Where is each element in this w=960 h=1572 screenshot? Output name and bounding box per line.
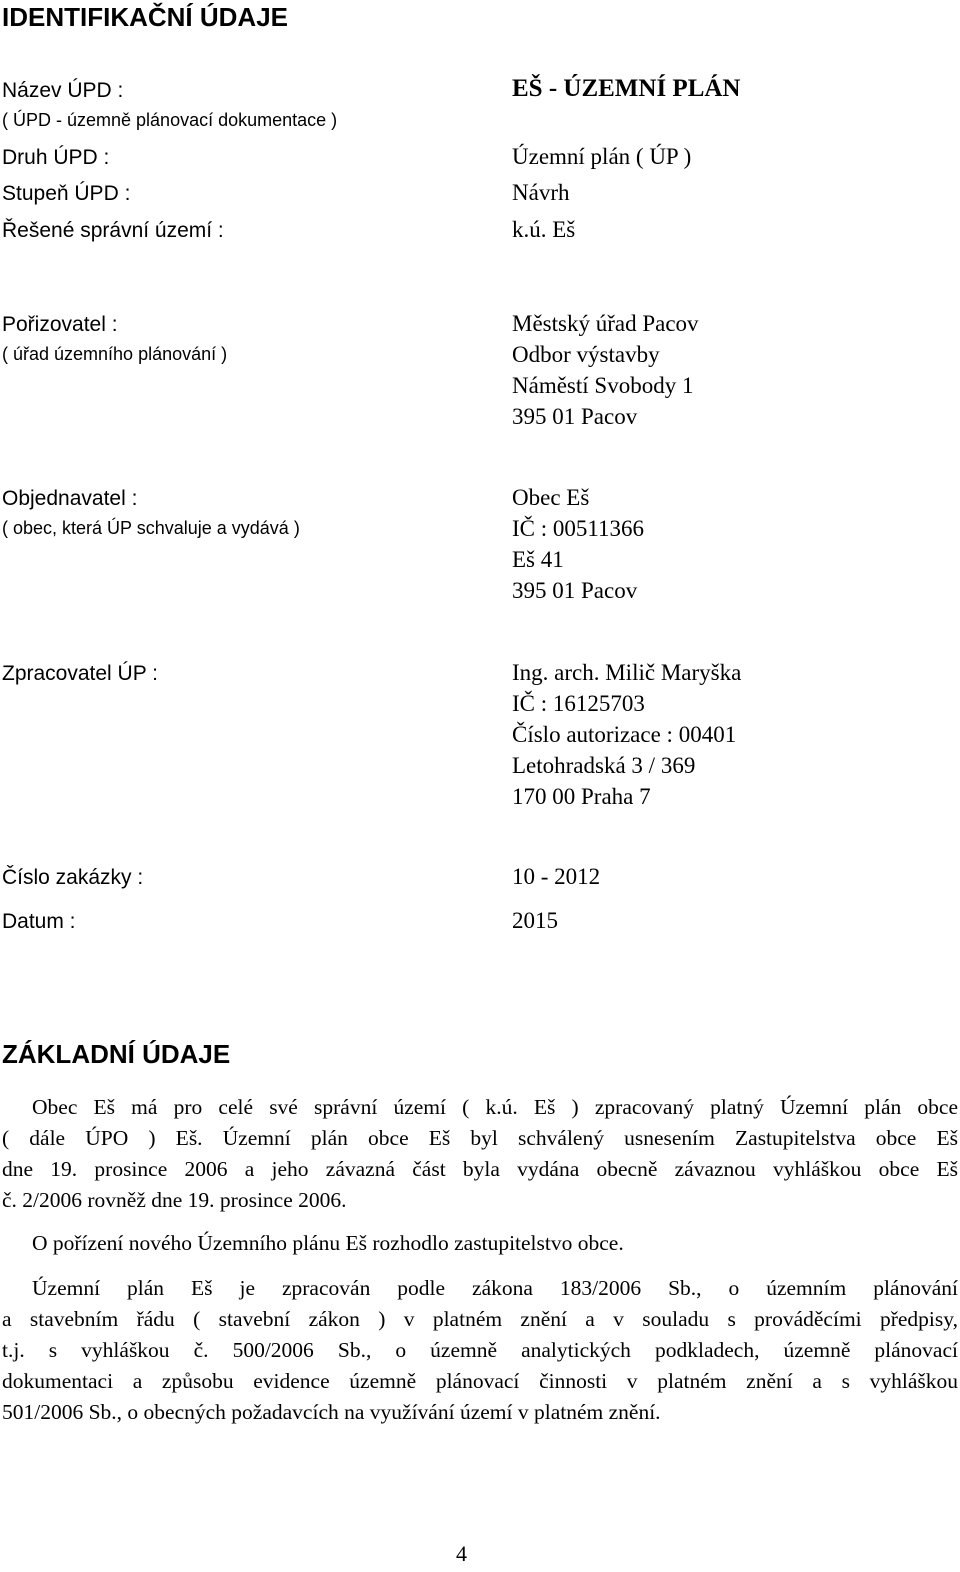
nazev-sublabel: ( ÚPD - územně plánovací dokumentace ) (2, 110, 338, 130)
objednavatel-line: Obec Eš (512, 485, 590, 510)
paragraph-1-line: Obec Eš má pro celé své správní území ( k.ú. Eš ) zpracovaný platný Územní plán obce (32, 1095, 958, 1119)
porizovatel-line: Odbor výstavby (512, 342, 660, 367)
paragraph-3-line: t.j. s vyhláškou č. 500/2006 Sb., o územně analytických podkladech, územně plánovací (2, 1338, 958, 1362)
datum-value: 2015 (512, 908, 558, 933)
zpracovatel-line: Číslo autorizace : 00401 (512, 722, 737, 747)
druh-label: Druh ÚPD : (2, 146, 110, 169)
page-number: 4 (456, 1541, 467, 1566)
stupen-label: Stupeň ÚPD : (2, 182, 131, 205)
paragraph-1-line: ( dále ÚPO ) Eš. Územní plán obce Eš byl schválený usnesením Zastupitelstva obce Eš (2, 1126, 958, 1150)
stupen-value: Návrh (512, 180, 570, 205)
zpracovatel-line: Letohradská 3 / 369 (512, 753, 696, 778)
paragraph-3 (2, 1273, 958, 1428)
zpracovatel-line: 170 00 Praha 7 (512, 784, 651, 809)
zpracovatel-line: IČ : 16125703 (512, 691, 645, 716)
porizovatel-label: Pořizovatel : (2, 313, 118, 336)
objednavatel-label: Objednavatel : (2, 487, 138, 510)
objednavatel-sublabel: ( obec, která ÚP schvaluje a vydává ) (2, 518, 300, 538)
paragraph-3-line: Územní plán Eš je zpracován podle zákona 183/2006 Sb., o územním plánování (32, 1276, 958, 1300)
druh-value: Územní plán ( ÚP ) (512, 144, 692, 169)
section-heading-identifikacni: IDENTIFIKAČNÍ ÚDAJE (2, 2, 289, 32)
porizovatel-sublabel: ( úřad územního plánování ) (2, 344, 228, 364)
porizovatel-line: Městský úřad Pacov (512, 311, 699, 336)
section-heading-zakladni: ZÁKLADNÍ ÚDAJE (2, 1039, 231, 1069)
nazev-label: Název ÚPD : (2, 79, 124, 102)
zpracovatel-line: Ing. arch. Milič Maryška (512, 660, 742, 685)
zakazka-value: 10 - 2012 (512, 864, 601, 889)
paragraph-3-line: a stavebním řádu ( stavební zákon ) v platném znění a v souladu s prováděcími předpisy, (2, 1307, 958, 1331)
uzemi-label: Řešené správní území : (2, 219, 224, 242)
porizovatel-line: 395 01 Pacov (512, 404, 638, 429)
paragraph-1-line: č. 2/2006 rovněž dne 19. prosince 2006. (2, 1188, 347, 1212)
paragraph-1 (2, 1092, 958, 1216)
zakazka-label: Číslo zakázky : (2, 866, 144, 889)
objednavatel-line: Eš 41 (512, 547, 564, 572)
porizovatel-line: Náměstí Svobody 1 (512, 373, 694, 398)
nazev-value: EŠ - ÚZEMNÍ PLÁN (512, 75, 741, 102)
objednavatel-line: IČ : 00511366 (512, 516, 645, 541)
paragraph-1-line: dne 19. prosince 2006 a jeho závazná část byla vydána obecně závaznou vyhláškou obce Eš (2, 1157, 958, 1181)
zpracovatel-label: Zpracovatel ÚP : (2, 662, 159, 685)
paragraph-3-line: dokumentaci a způsobu evidence územně plánovací činnosti v platném znění a s vyhláškou (2, 1369, 958, 1393)
paragraph-3-line: 501/2006 Sb., o obecných požadavcích na využívání území v platném znění. (2, 1400, 661, 1424)
datum-label: Datum : (2, 910, 76, 933)
uzemi-value: k.ú. Eš (512, 217, 576, 242)
paragraph-2: O pořízení nového Územního plánu Eš rozhodlo zastupitelstvo obce. (32, 1231, 624, 1255)
objednavatel-line: 395 01 Pacov (512, 578, 638, 603)
